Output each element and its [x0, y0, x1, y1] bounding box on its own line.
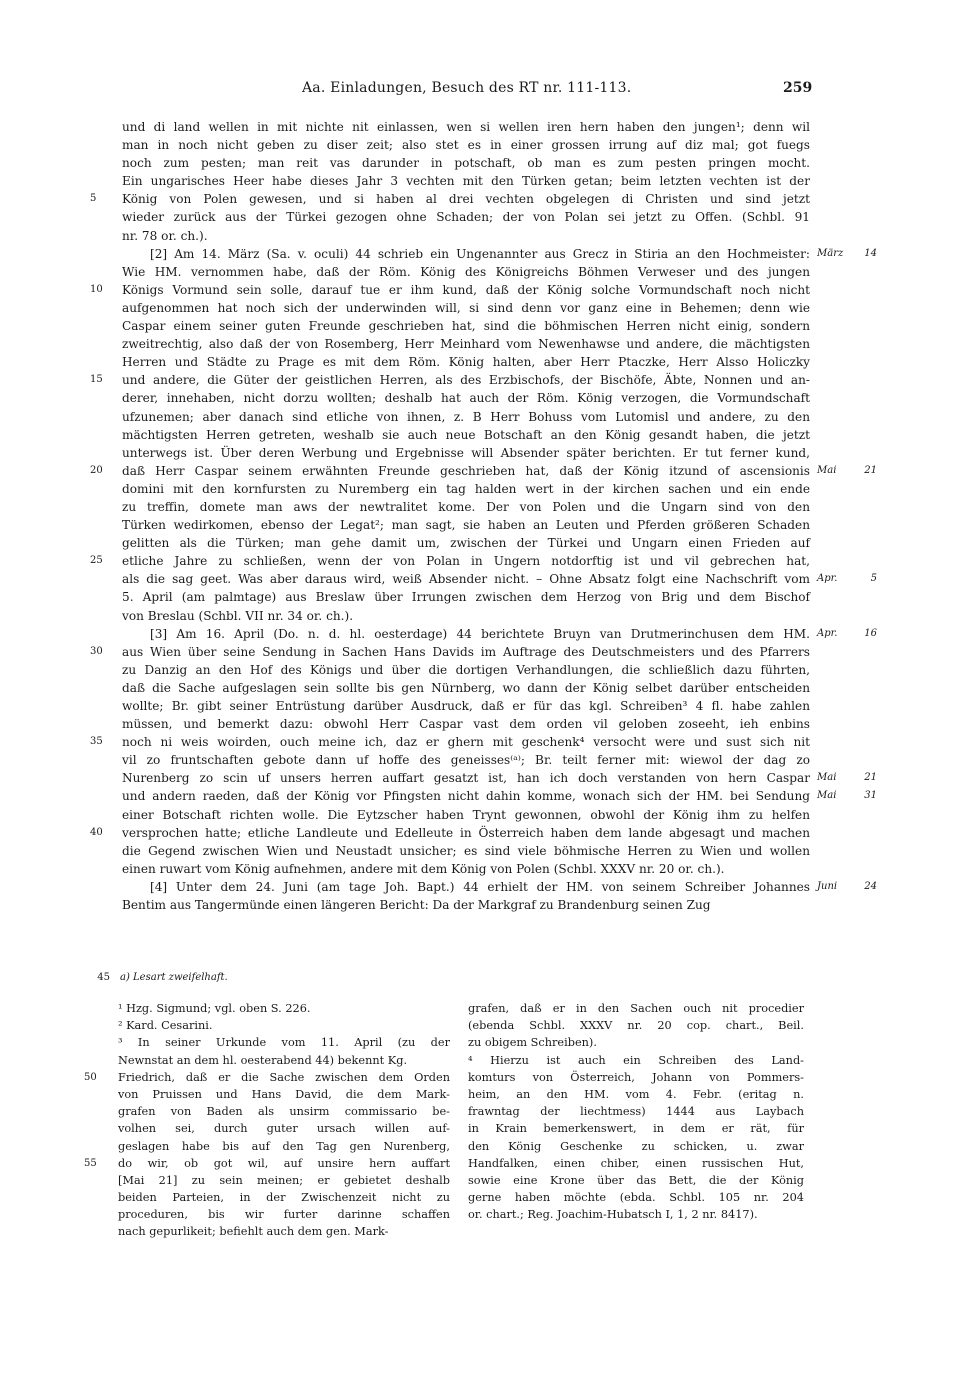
- text-line: [122, 299, 810, 317]
- footnote-text: [Mai 21] zu sein meinen; er gebietet deshalb: [118, 1173, 450, 1187]
- footnote-line: [118, 1138, 450, 1155]
- line-number: 25: [90, 555, 103, 567]
- line-text: [4] Unter dem 24. Juni (am tage Joh. Bapt.) 44 erhielt der HM. von seinem Schreiber Johannes: [150, 879, 810, 894]
- line-text: Königs Vormund sein solle, darauf tue er ihm kund, daß der König solche Vormundschaft noch nicht: [122, 282, 810, 297]
- footnotes-right-column: [468, 1000, 804, 1223]
- footnote-line: heim, an den HM. vom 4. Febr. (eritag n.: [468, 1087, 804, 1101]
- running-header: [0, 80, 960, 100]
- footnote-line: [118, 1206, 450, 1223]
- text-line: [122, 697, 810, 715]
- text-line: [90, 281, 810, 299]
- footnote-line: or. chart.; Reg. Joachim-Hubatsch I, 1, 2 nr. 8417).: [468, 1208, 758, 1222]
- text-line: [122, 480, 810, 498]
- footnote-text: grafen von Baden als unsirm commissario be-: [118, 1105, 450, 1119]
- line-text: müssen, und bemerkt dazu: obwohl Herr Caspar vast dem orden vil geloben zoseeht, ieh enbins: [122, 717, 810, 732]
- line-number: 35: [90, 736, 103, 748]
- line-text: zu Danzig an den Hof des Königs und über die dortigen Verhandlungen, die schließlich dazu führten,: [122, 662, 810, 677]
- text-line: [122, 444, 810, 462]
- text-line: [122, 317, 810, 335]
- apparatus-line-number: 45: [97, 972, 110, 983]
- line-text: Wie HM. vernommen habe, daß der Röm. König des Königreichs Böhmen Verweser und des jungen: [122, 264, 810, 279]
- line-text: wieder zurück aus der Türkei gezogen ohne Schaden; der von Polan sei jetzt zu Offen. (Schbl. 91: [122, 210, 810, 225]
- text-line: [90, 643, 810, 661]
- line-number: 55: [84, 1157, 97, 1169]
- line-text: und andere, die Güter der geistlichen Herren, als des Erzbischofs, der Bischöfe, Äbte, Nonnen und an-: [122, 373, 810, 388]
- line-text: von Breslau (Schbl. VII nr. 34 or. ch.).: [122, 608, 354, 623]
- footnote-text: beiden Parteien, in der Zwischenzeit nicht zu: [118, 1191, 450, 1205]
- line-number: 15: [90, 374, 103, 386]
- line-text: einen ruwart vom König aufnehmen, andere mit dem König von Polen (Schbl. XXXV nr. 20 or. ch.).: [122, 861, 725, 876]
- margin-date: Mai 21: [817, 464, 877, 476]
- line-text: aus Wien über seine Sendung in Sachen Hans Davids im Auftrage des Deutschmeisters und des Pfarrers: [122, 644, 810, 659]
- text-line: [122, 806, 810, 824]
- text-line: [122, 208, 810, 226]
- text-line: [122, 860, 810, 878]
- running-title: Aa. Einladungen, Besuch des RT nr. 111-113.: [302, 80, 632, 96]
- text-line: [122, 769, 877, 787]
- line-text: 5. April (am palmtage) aus Breslaw über Irrungen zwischen dem Herzog von Brig und dem Bischof: [122, 590, 810, 605]
- footnote-line: zu obigem Schreiben).: [468, 1036, 597, 1050]
- text-line: [122, 136, 810, 154]
- text-line: [90, 190, 810, 208]
- line-text: und andern raeden, daß der König vor Pfingsten nicht dahin komme, wonach sich der HM. bei Sendung: [122, 789, 810, 804]
- footnote-line: Handfalken, einen chiber, einen russischen Hut,: [468, 1156, 804, 1170]
- line-text: einer Botschaft richten wolle. Die Eytzscher haben Trynt gewonnen, obwohl der König ihm zu helfen: [122, 807, 810, 822]
- line-text: daß Herr Caspar seinem erwähnten Freunde geschrieben hat, daß der König itzund of ascensionis: [122, 463, 810, 478]
- text-line: [122, 389, 810, 407]
- text-line: [122, 118, 810, 136]
- footnote-text: Friedrich, daß er die Sache zwischen dem Orden: [118, 1070, 450, 1084]
- text-line: [122, 245, 877, 263]
- footnote-text: ¹ Hzg. Sigmund; vgl. oben S. 226.: [118, 1002, 311, 1015]
- footnote-text: do wir, ob got wil, auf unsire hern auffart: [118, 1156, 450, 1170]
- footnote-line: [118, 1086, 450, 1103]
- footnote-line: [118, 1052, 450, 1069]
- footnote-text: volhen sei, durch guter ursach willen auf-: [118, 1122, 450, 1136]
- text-line: [122, 534, 810, 552]
- line-text: Bentim aus Tangermünde einen längeren Bericht: Da der Markgraf zu Brandenburg seinen Zug: [122, 898, 711, 913]
- footnote-text: Newnstat an dem hl. oesterabend 44) bekennt Kg.: [118, 1053, 408, 1067]
- line-text: und di land wellen in mit nichte nit einlassen, wen si wellen iren hern haben den jungen¹; denn wil: [122, 120, 810, 134]
- margin-date: Apr. 5: [817, 573, 877, 585]
- footnote-line: [118, 1017, 450, 1034]
- line-text: noch ni weis woirden, ouch meine ich, daz er ghern mit geschenk⁴ versocht were und sust sich nit: [122, 735, 810, 750]
- main-text: [90, 118, 877, 914]
- text-line: [122, 498, 810, 516]
- line-text: derer, innehaben, nicht dorzu wollten; deshalb hat auch der Röm. König verzogen, die Vormundschaft: [122, 391, 810, 406]
- apparatus-note: a) Lesart zweifelhaft.: [120, 972, 228, 983]
- text-line: [122, 679, 810, 697]
- line-text: Herren und Städte zu Prage es mit dem Röm. König halten, aber Herr Ptaczke, Herr Alsso Holiczky: [122, 355, 810, 370]
- line-text: versprochen hatte; etliche Landleute und Edelleute in Österreich haben dem lande abgesagt und machen: [122, 825, 810, 840]
- text-line: [122, 715, 810, 733]
- line-text: König von Polen gewesen, und si haben al drei vechten obgelegen di Christen und sind jetzt: [122, 192, 810, 207]
- text-line: [122, 570, 877, 588]
- text-line: [122, 896, 810, 914]
- line-text: noch zum pesten; man reit vas darunder in potschaft, ob man es zum pesten pringen mocht.: [122, 156, 810, 171]
- text-line: [122, 335, 810, 353]
- line-text: man in noch nicht geben zu diser zeit; also stet es in einer grossen irrung auf diz mal; got fuegs: [122, 138, 810, 153]
- text-line: [90, 552, 810, 570]
- footnote-line: [118, 1103, 450, 1120]
- line-number: 20: [90, 464, 103, 476]
- text-line: [122, 263, 810, 281]
- footnote-line: komturs von Österreich, Johann von Pommers-: [468, 1070, 804, 1084]
- line-text: [3] Am 16. April (Do. n. d. hl. oesterdage) 44 berichtete Bruyn van Drutmerinchusen dem HM.: [150, 626, 810, 641]
- line-text: gelitten als die Türken; man gehe damit um, zwischen der Türkei und Ungarn einen Frieden auf: [122, 536, 810, 551]
- footnote-text: von Pruissen und Hans David, die dem Mark-: [118, 1087, 450, 1101]
- footnote-line: gerne haben möchte (ebda. Schbl. 105 nr. 204: [468, 1191, 804, 1205]
- footnote-line: [118, 1034, 450, 1051]
- footnote-line: [118, 1189, 450, 1206]
- footnote-line: ⁴ Hierzu ist auch ein Schreiben des Land-: [468, 1053, 804, 1067]
- text-line: [122, 154, 810, 172]
- text-line: [122, 408, 810, 426]
- line-text: Türken wedirkomen, ebenso der Legat²; man sagt, sie haben an Leuten und Pferden größeren Schaden: [122, 518, 810, 533]
- line-text: aufgenommen hat noch sich der underwinden will, si sind denn vor ganz eine in Behemen; denn wie: [122, 300, 810, 315]
- footnotes-left-column: [84, 1000, 450, 1241]
- line-text: zu treffin, domete man aws der newtralitet kome. Der von Polen und die Ungarn sind von den: [122, 499, 810, 514]
- line-text: wollte; Br. gibt seiner Entrüstung darüber Ausdruck, daß er für das kgl. Schreiben³ 4 fl. habe zahlen: [122, 699, 810, 713]
- line-text: vil zo fruntschaften gebote dann uf hoffe des geneisses⁽ᵃ⁾; Br. teilt ferner mit: wiewol der dag zo: [122, 753, 810, 768]
- line-number: 30: [90, 645, 103, 657]
- text-line: [122, 426, 810, 444]
- footnote-line: grafen, daß er in den Sachen ouch nit procedier: [468, 1002, 804, 1015]
- line-text: ufzunemen; aber danach sind etliche von ihnen, z. B Herr Bohuss vom Lutomisl und andere, zu den: [122, 409, 810, 424]
- footnote-line: [118, 1120, 450, 1137]
- footnote-line: [118, 1223, 450, 1240]
- footnote-text: nach gepurlikeit; befiehlt auch dem gen. Mark-: [118, 1225, 389, 1239]
- line-text: Caspar einem seiner guten Freunde geschrieben hat, sind die böhmischen Herren nicht einig, sondern: [122, 319, 810, 334]
- line-text: Ein ungarisches Heer habe dieses Jahr 3 vechten mit den Türken getan; beim letzten vechten ist der: [122, 174, 810, 189]
- margin-date: Apr. 16: [817, 627, 877, 639]
- footnote-text: ² Kard. Cesarini.: [118, 1019, 213, 1033]
- line-text: unterwegs ist. Über deren Werbung und Ergebnisse will Absender später berichten. Er tut ferner kund,: [122, 445, 810, 460]
- text-line: [90, 824, 810, 842]
- footnote-line: in Krain bemerkenswert, in dem er rät, für: [468, 1122, 804, 1136]
- footnote-line: [84, 1069, 450, 1086]
- text-line: [122, 227, 810, 245]
- text-line: [122, 878, 877, 896]
- line-text: mächtigsten Herren getreten, weshalb sie auch neue Botschaft an den König gesandt haben, die jetzt: [122, 427, 810, 442]
- margin-date: Juni 24: [817, 880, 877, 892]
- line-text: Nurenberg zo scin uf unsers herren auffart gesatzt ist, han ich doch verstanden von hern Caspar: [122, 771, 810, 786]
- text-line: [122, 588, 810, 606]
- line-text: nr. 78 or. ch.).: [122, 228, 208, 243]
- line-number: 10: [90, 283, 103, 295]
- text-line: [90, 371, 810, 389]
- line-text: domini mit den kornfursten zu Nuremberg ein tag halden wert in der kirchen sachen und ein ende: [122, 481, 810, 496]
- line-text: [2] Am 14. März (Sa. v. oculi) 44 schrieb ein Ungenannter aus Grecz in Stiria an den Hochmeister:: [150, 246, 810, 261]
- text-line: [122, 661, 810, 679]
- margin-date: Mai 21: [817, 772, 877, 784]
- footnote-line: (ebenda Schbl. XXXV nr. 20 cop. chart., Beil.: [468, 1019, 804, 1033]
- footnote-line: [118, 1000, 450, 1017]
- footnote-text: ³ In seiner Urkunde vom 11. April (zu der: [118, 1036, 450, 1050]
- line-text: als die sag geet. Was aber daraus wird, weiß Absender nicht. – Ohne Absatz folgt eine Nachschrift vom: [122, 572, 810, 587]
- text-line: [90, 733, 810, 751]
- line-number: 40: [90, 826, 103, 838]
- footnote-line: sowie eine Krone über das Bett, die der König: [468, 1173, 804, 1187]
- text-line: [122, 172, 810, 190]
- footnote-text: proceduren, bis wir furter darinne schaffen: [118, 1208, 450, 1222]
- text-line: [122, 751, 810, 769]
- line-text: zweitrechtig, also daß der von Rosemberg, Herr Meinhard vom Newenhawse und andere, die mächtigsten: [122, 337, 810, 352]
- line-text: daß die Sache aufgeslagen sein sollte bis gen Nürnberg, wo dann der König selbet darüber entscheiden: [122, 680, 810, 695]
- margin-date: Mai 31: [817, 790, 877, 802]
- text-line: [122, 625, 877, 643]
- footnote-line: frawntag der liechtmess) 1444 aus Laybach: [468, 1105, 804, 1119]
- text-line: [122, 607, 810, 625]
- line-number: 50: [84, 1071, 97, 1083]
- footnote-line: [84, 1155, 450, 1172]
- footnote-line: den König Geschenke zu schicken, u. zwar: [468, 1139, 804, 1153]
- line-number: 5: [90, 193, 97, 205]
- text-line: [122, 353, 810, 371]
- text-line: [122, 516, 810, 534]
- footnote-text: geslagen habe bis auf den Tag gen Nurenberg,: [118, 1139, 450, 1153]
- line-text: etliche Jahre zu schließen, wenn der von Polan in Ungern notdorftig ist und vil gebrechen hat,: [122, 554, 810, 569]
- text-line: [122, 787, 877, 805]
- footnote-line: [118, 1172, 450, 1189]
- text-line: [122, 842, 810, 860]
- text-line: [90, 462, 877, 480]
- page-number: 259: [783, 80, 813, 96]
- margin-date: März 14: [817, 247, 877, 259]
- line-text: die Gegend zwischen Wien und Neustadt unsicher; es sind viele böhmische Herren zu Wien und wollen: [122, 843, 810, 858]
